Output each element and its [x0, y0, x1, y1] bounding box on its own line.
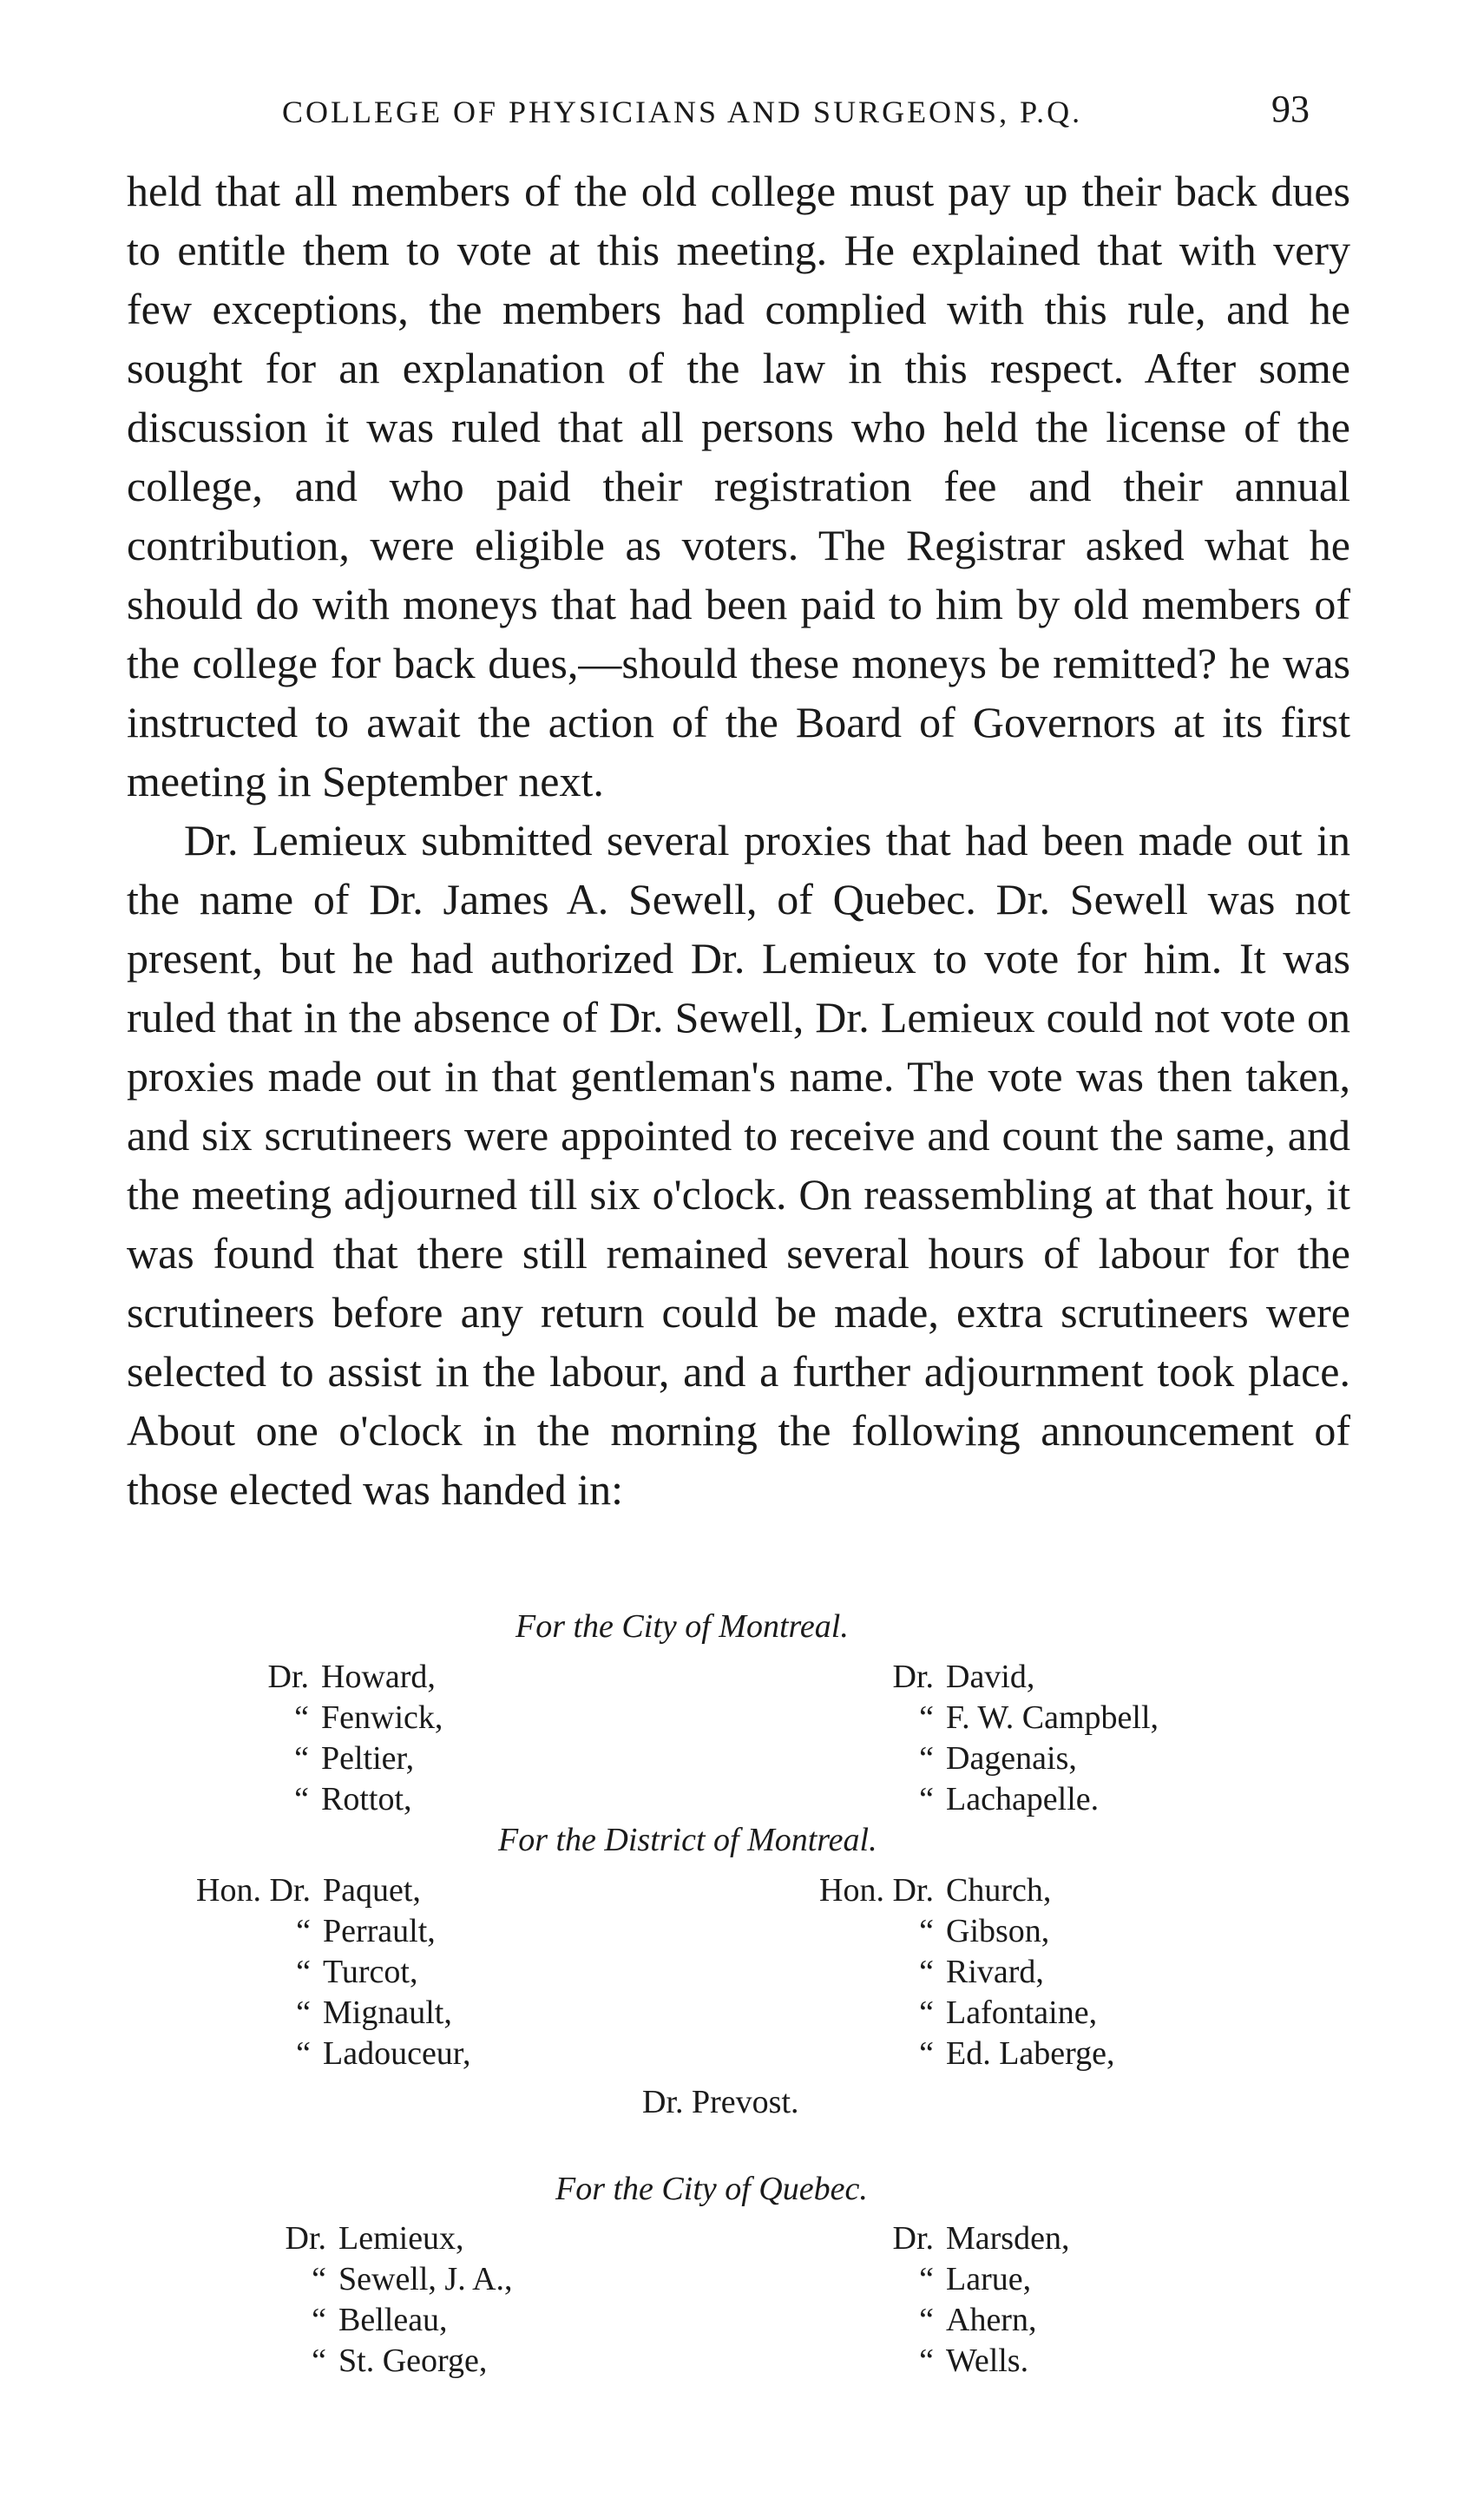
member-name: Ed. Laberge, [946, 2035, 1115, 2072]
member-name: Rottot, [321, 1781, 412, 1817]
name-entry [772, 1870, 1115, 1911]
name-entry [859, 2259, 1069, 2300]
name-entry [141, 1993, 470, 2034]
name-entry [260, 2300, 513, 2341]
member-name: Wells. [946, 2343, 1029, 2379]
name-prefix: Dr. [892, 2220, 934, 2257]
name-prefix: “ [312, 2343, 326, 2379]
name-entry [772, 1911, 1115, 1952]
member-name: Church, [946, 1872, 1052, 1909]
name-prefix: “ [919, 2343, 934, 2379]
name-prefix: Dr. [267, 1659, 309, 1695]
name-prefix: “ [919, 1740, 934, 1777]
member-name: Lafontaine, [946, 1995, 1098, 2031]
name-prefix: Hon. Dr. [196, 1872, 311, 1909]
running-head: COLLEGE OF PHYSICIANS AND SURGEONS, P.Q. [282, 95, 1083, 129]
member-name: Mignault, [323, 1995, 452, 2031]
paragraph: held that all members of the old college must pay up their back dues to entitle them to vote at this meeting. He explained that with very few exceptions, the members had complied with this rule, and he sought for an explanation of the law in this respect. After some discussion it was ruled that all persons who held the license of the college, and who paid their registration fee and their annual contribution, were eligible as voters. The Registrar asked what he should do with moneys that had been paid to him by old members of the college for back dues,—should these moneys be remitted? he was instructed to await the action of the Board of Governors at its first meeting in September next. [127, 167, 1350, 805]
name-entry [859, 2300, 1069, 2341]
member-name: Turcot, [323, 1954, 418, 1990]
member-name: Rivard, [946, 1954, 1044, 1990]
name-prefix: “ [294, 1699, 309, 1736]
member-name: Marsden, [946, 2220, 1070, 2257]
name-entry [141, 1952, 470, 1993]
name-prefix: “ [296, 2035, 311, 2072]
member-name: David, [946, 1659, 1035, 1695]
member-name: Howard, [321, 1659, 436, 1695]
name-prefix: “ [296, 1913, 311, 1949]
member-name: Sewell, J. A., [338, 2261, 513, 2297]
member-name: Perrault, [323, 1913, 436, 1949]
name-prefix: “ [919, 1995, 934, 2031]
name-prefix: “ [919, 1781, 934, 1817]
name-prefix: “ [919, 2261, 934, 2297]
names-list-city-montreal-left [200, 1657, 443, 1820]
member-name: Gibson, [946, 1913, 1050, 1949]
name-entry [141, 2034, 470, 2074]
section-heading-city-quebec: For the City of Quebec. [555, 2171, 868, 2207]
names-list-city-montreal-right [833, 1657, 1159, 1820]
name-entry [200, 1779, 443, 1820]
names-list-city-quebec-right [859, 2218, 1069, 2382]
member-name: Paquet, [323, 1872, 421, 1909]
member-name: Dagenais, [946, 1740, 1077, 1777]
member-name: Ladouceur, [323, 2035, 471, 2072]
names-list-district-montreal-left [141, 1870, 470, 2074]
name-entry [833, 1657, 1159, 1698]
name-entry [260, 2341, 513, 2382]
name-entry [141, 1911, 470, 1952]
member-name: Fenwick, [321, 1699, 443, 1736]
name-entry [859, 2341, 1069, 2382]
name-entry [772, 1952, 1115, 1993]
name-entry [200, 1738, 443, 1779]
member-name: Belleau, [338, 2302, 448, 2338]
member-name: Peltier, [321, 1740, 415, 1777]
member-name: Lemieux, [338, 2220, 464, 2257]
body-text [127, 161, 1350, 1519]
member-name: F. W. Campbell, [946, 1699, 1159, 1736]
name-entry [260, 2218, 513, 2259]
name-prefix: Dr. [285, 2220, 326, 2257]
centered-name-prevost: Dr. Prevost. [642, 2084, 799, 2120]
names-list-district-montreal-right [772, 1870, 1115, 2074]
name-entry [859, 2218, 1069, 2259]
name-entry [772, 2034, 1115, 2074]
page-number: 93 [1271, 88, 1310, 130]
name-prefix: Dr. [892, 1659, 934, 1695]
paragraph: Dr. Lemieux submitted several proxies that had been made out in the name of Dr. James A. Sewell, of Quebec. Dr. Sewell was not present, but he had authorized Dr. Lemieux to vote for him. It was ruled that in the absence of Dr. Sewell, Dr. Lemieux could not vote on proxies made out in that gentleman's name. The vote was then taken, and six scrutineers were appointed to receive and count the same, and the meeting adjourned till six o'clock. On reassembling at that hour, it was found that there still remained several hours of labour for the scrutineers before any return could be made, extra scrutineers were selected to assist in the labour, and a further adjournment took place. About one o'clock in the morning the following announcement of those elected was handed in: [127, 816, 1350, 1514]
member-name: Ahern, [946, 2302, 1037, 2338]
name-entry [833, 1698, 1159, 1738]
name-prefix: “ [294, 1740, 309, 1777]
name-entry [141, 1870, 470, 1911]
name-entry [833, 1779, 1159, 1820]
name-prefix: “ [919, 2302, 934, 2338]
name-prefix: “ [312, 2302, 326, 2338]
section-heading-district-montreal: For the District of Montreal. [498, 1822, 877, 1858]
names-list-city-quebec-left [260, 2218, 513, 2382]
name-prefix: “ [919, 2035, 934, 2072]
name-entry [260, 2259, 513, 2300]
name-entry [772, 1993, 1115, 2034]
name-prefix: “ [294, 1781, 309, 1817]
name-prefix: “ [296, 1954, 311, 1990]
section-heading-city-montreal: For the City of Montreal. [515, 1608, 849, 1645]
name-prefix: “ [919, 1699, 934, 1736]
name-entry [200, 1657, 443, 1698]
name-prefix: Hon. Dr. [819, 1872, 934, 1909]
member-name: St. George, [338, 2343, 488, 2379]
name-prefix: “ [312, 2261, 326, 2297]
name-prefix: “ [919, 1913, 934, 1949]
name-prefix: “ [919, 1954, 934, 1990]
member-name: Larue, [946, 2261, 1032, 2297]
member-name: Lachapelle. [946, 1781, 1100, 1817]
name-prefix: “ [296, 1995, 311, 2031]
name-entry [833, 1738, 1159, 1779]
name-entry [200, 1698, 443, 1738]
